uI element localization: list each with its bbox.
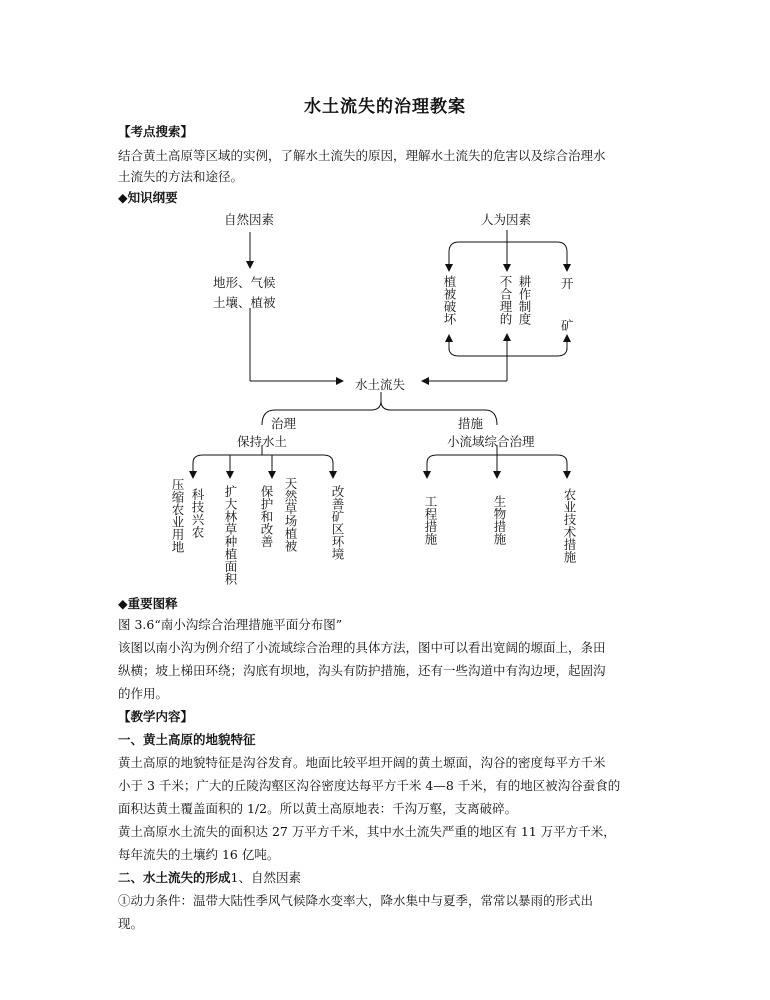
left-item-mining-area: 改善矿区环境 — [330, 485, 345, 560]
content-para1-line-1: 黄土高原的地貌特征是沟谷发育。地面比较平坦开阔的黄土塬面，沟谷的密度每平方千米 — [118, 755, 606, 770]
human-item-vegetation: 植被破坏 — [442, 275, 457, 325]
content-para1-line-2: 小于 3 千米；广大的丘陵沟壑区沟谷密度达每平方千米 4—8 千米，有的地区被沟谷蚕食的 — [118, 778, 621, 793]
tushi-line-3: 纵横；坡上梯田环绕；沟底有坝地，沟头有防护措施，还有一些沟道中有沟边埂，起固沟 — [118, 663, 606, 678]
human-item-mining-2: 矿 — [561, 318, 574, 333]
content-sub2: 二、水土流失的形成 — [118, 870, 231, 885]
right-item-engineering: 工程措施 — [423, 495, 438, 545]
tushi-line-2: 该图以南小沟为例介绍了小流域综合治理的具体方法，图中可以看出宽阔的塬面上，条田 — [118, 640, 606, 655]
content-para2-line-1: ①动力条件：温带大陆性季风气候降水变率大，降水集中与夏季，常常以暴雨的形式出 — [118, 893, 594, 908]
human-item-irrational: 不合理的 — [498, 275, 513, 325]
right-branch-goal: 小流域综合治理 — [447, 434, 535, 449]
left-item-expand-forest: 扩大林草种植面积 — [223, 485, 238, 585]
left-item-grassland: 天然草场植被 — [283, 477, 298, 552]
content-sub2-tail: 1、自然因素 — [230, 870, 301, 885]
content-sub2-line — [118, 866, 663, 889]
document-title: 水土流失的治理教案 — [304, 97, 466, 117]
kaodian-heading: 【考点搜索】 — [118, 124, 194, 139]
right-item-agri-tech: 农业技术措施 — [562, 488, 577, 563]
content-para1-line-3: 面积达黄土覆盖面积的 1/2。所以黄土高原地表：千沟万壑，支离破碎。 — [118, 801, 518, 816]
human-item-farming: 耕作制度 — [517, 275, 532, 325]
content-sub1: 一、黄土高原的地貌特征 — [118, 732, 256, 747]
content-para1-line-5: 每年流失的土壤约 16 亿吨。 — [118, 847, 280, 862]
center-node: 水土流失 — [355, 377, 406, 392]
human-item-mining-1: 开 — [561, 276, 574, 291]
right-branch-label: 措施 — [458, 416, 484, 431]
kaodian-line-2: 土流失的方法和途径。 — [118, 169, 244, 184]
tushi-line-4: 的作用。 — [118, 686, 169, 701]
left-item-tech-agriculture: 科技兴农 — [190, 488, 205, 538]
tushi-heading: ◆重要图释 — [118, 596, 178, 611]
left-branch-goal: 保持水土 — [237, 434, 288, 449]
left-item-compress-farmland: 压缩农业用地 — [170, 478, 185, 553]
outline-heading: ◆知识纲要 — [118, 190, 178, 205]
natural-factors-line-1: 地形、气候 — [213, 275, 276, 290]
natural-factors-line-2: 土壤、植被 — [213, 295, 276, 310]
natural-cause-label: 自然因素 — [224, 212, 275, 227]
kaodian-line-1: 结合黄土高原等区域的实例，了解水土流失的原因，理解水土流失的危害以及综合治理水 — [118, 148, 606, 163]
left-item-protect: 保护和改善 — [259, 485, 274, 548]
right-item-biological: 生物措施 — [492, 495, 507, 545]
content-heading: 【教学内容】 — [118, 709, 194, 724]
content-para2-line-2: 现。 — [118, 916, 144, 931]
left-branch-label: 治理 — [271, 416, 297, 431]
human-cause-label: 人为因素 — [481, 212, 532, 227]
tushi-line-1: 图 3.6“南小沟综合治理措施平面分布图” — [118, 617, 343, 632]
content-para1-line-4: 黄土高原水土流失的面积达 27 万平方千米，其中水土流失严重的地区有 11 万平方千米， — [118, 824, 616, 839]
